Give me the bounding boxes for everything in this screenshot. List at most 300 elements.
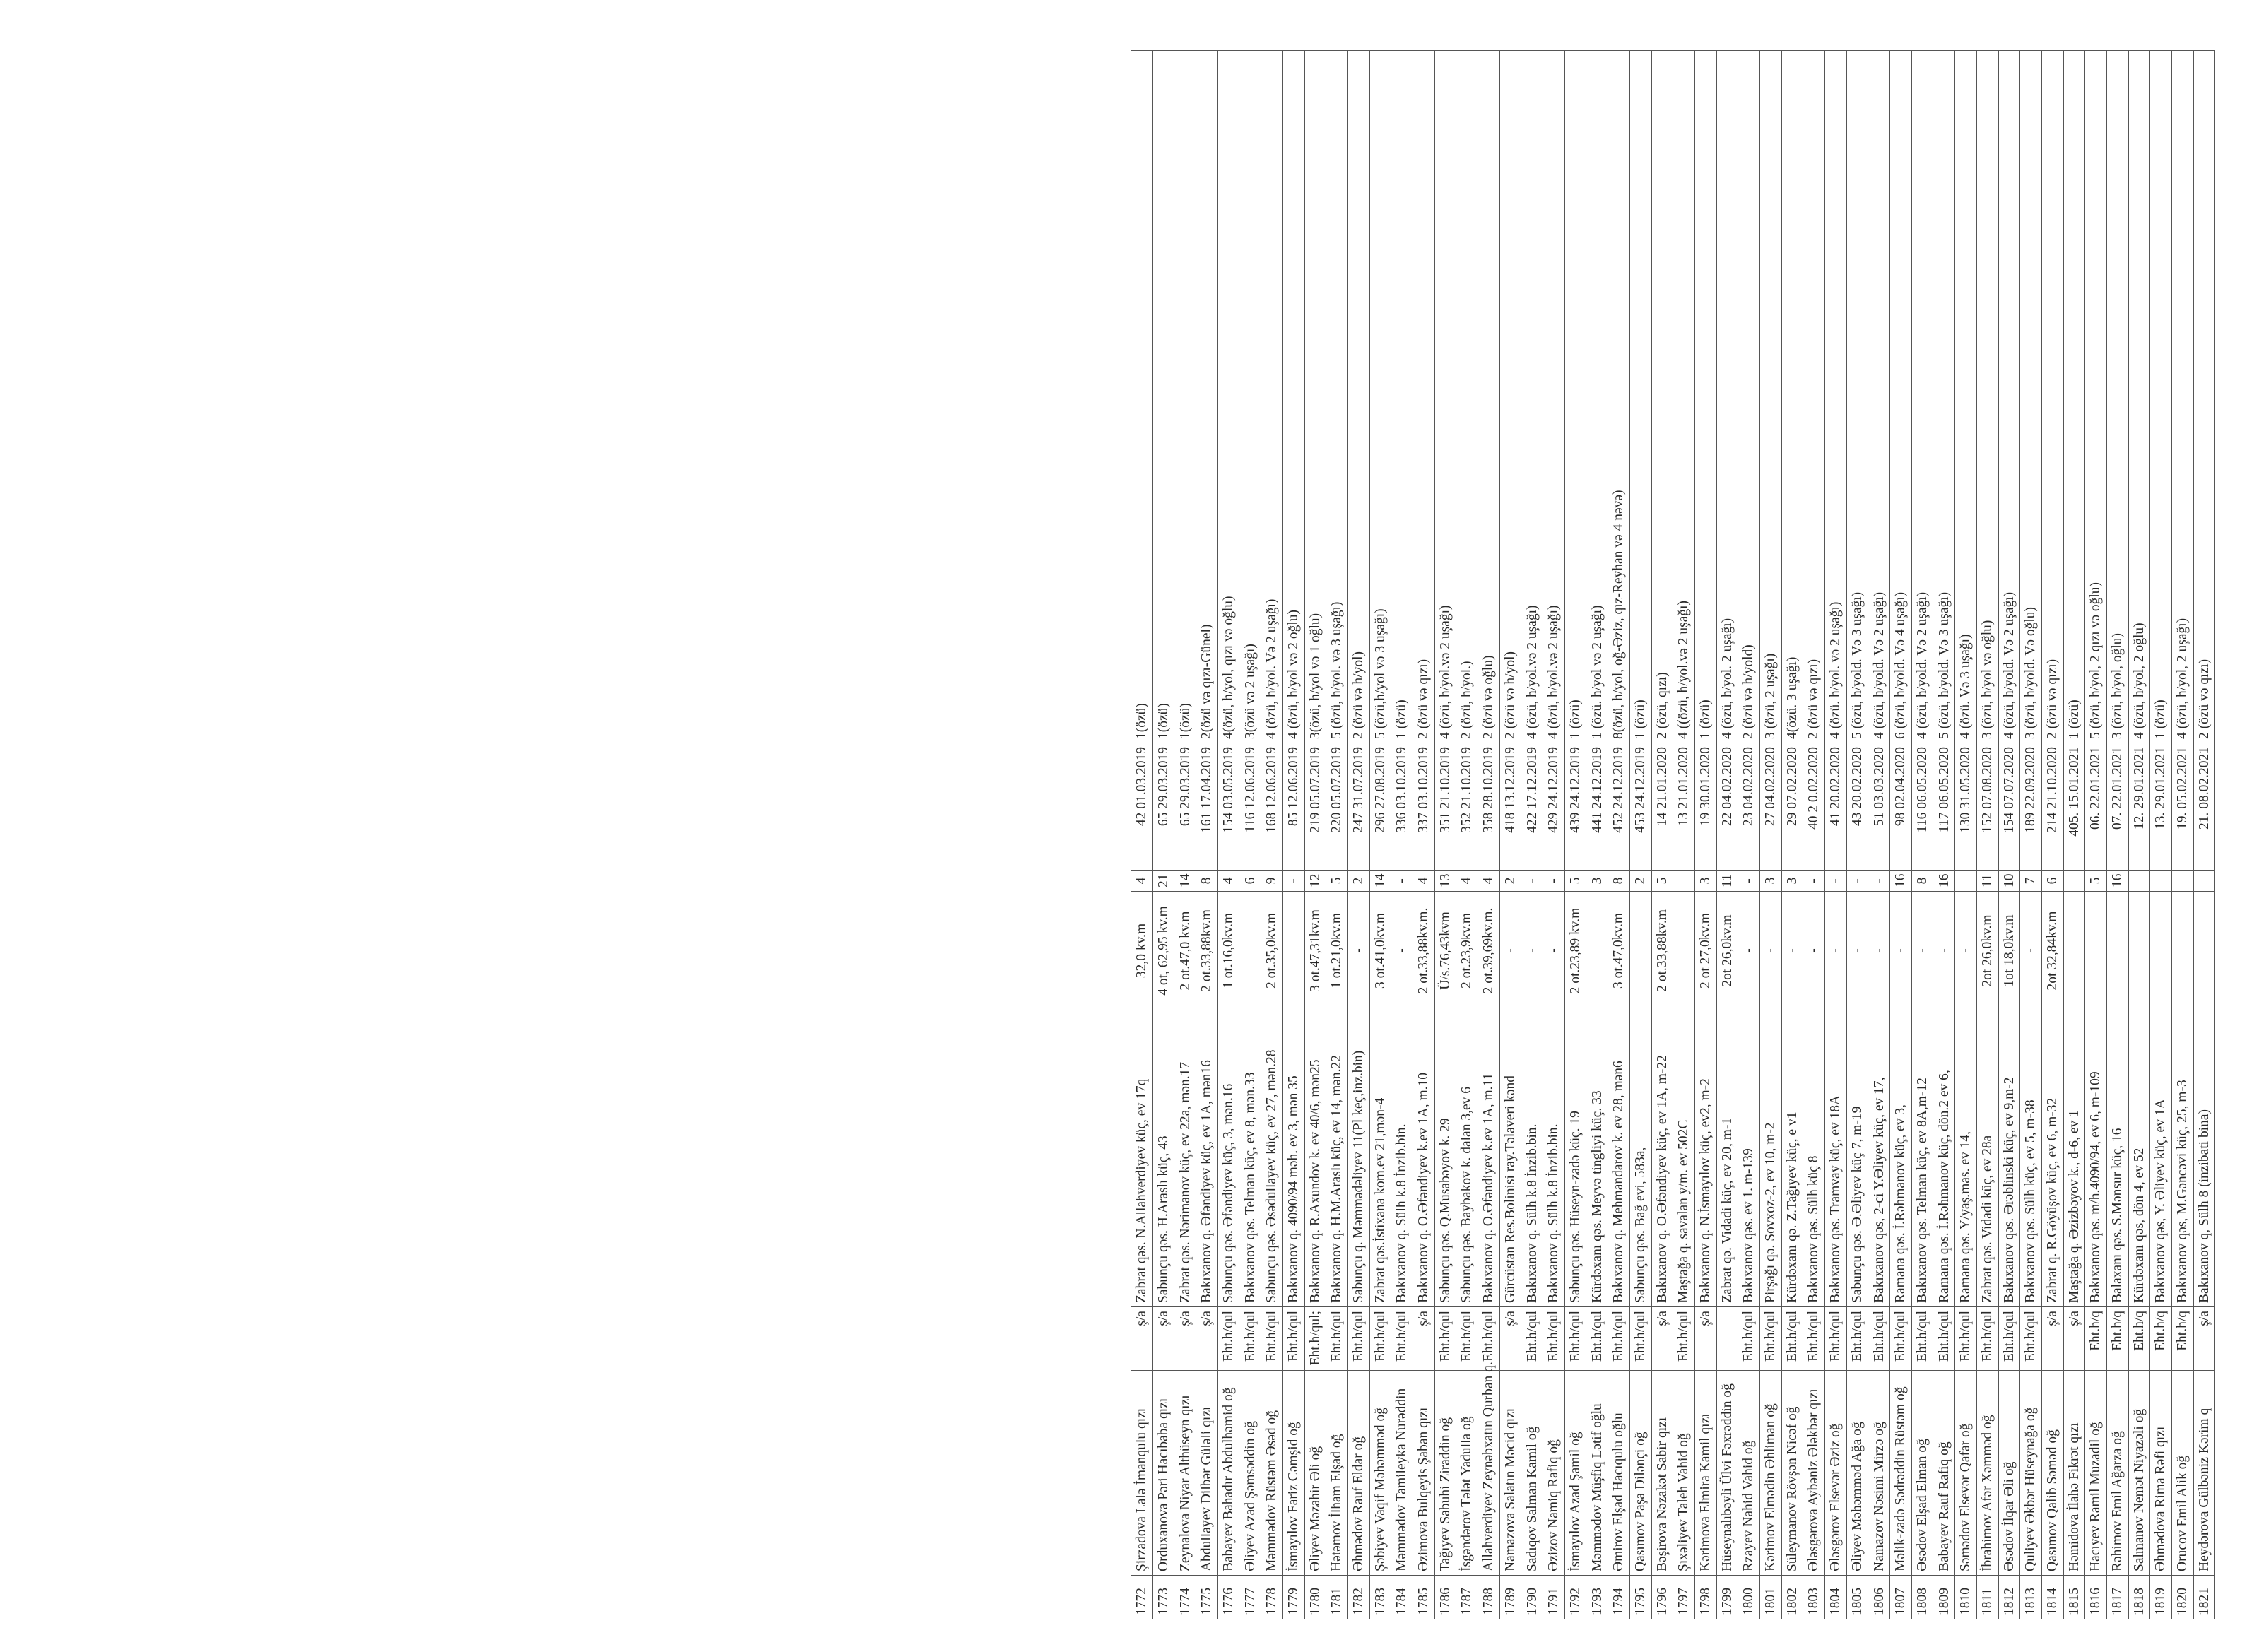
address-cell: Bakıxanov q. Mehmandarov k. ev 28, mən6 bbox=[1608, 1010, 1630, 1307]
table-row bbox=[1694, 51, 1716, 1619]
family-count-cell: - bbox=[1391, 871, 1413, 892]
family-count-cell bbox=[2193, 871, 2215, 892]
decision-number-date-cell: 22 04.02.2020 bbox=[1716, 743, 1738, 871]
address-cell: Ramana qəs. İ.Rəhmanov küç, ev 3, bbox=[1890, 1010, 1912, 1307]
address-cell: Sabunçu q. Məmmədəliyev 11(Pl keç,inz.bin) bbox=[1347, 1010, 1369, 1307]
living-area-cell: - bbox=[1803, 892, 1825, 1010]
family-members-cell: 2 (özü və oğlu) bbox=[1478, 51, 1500, 743]
family-members-cell: 4 (özü, h/yol. Və 2 uşağı) bbox=[1261, 51, 1283, 743]
category-cell: ş/a bbox=[1131, 1307, 1153, 1371]
decision-number-date-cell: 85 12.06.2019 bbox=[1282, 743, 1304, 871]
living-area-cell: - bbox=[1347, 892, 1369, 1010]
table-row bbox=[1478, 51, 1500, 1619]
family-count-cell: 8 bbox=[1196, 871, 1218, 892]
row-number-cell: 1779 bbox=[1282, 1576, 1304, 1619]
person-name-cell: Orduxanova Pəri Hacıbaba qızı bbox=[1152, 1371, 1174, 1576]
table-row bbox=[1131, 51, 1153, 1619]
person-name-cell: Əliyev Məzahir Əli oğ bbox=[1304, 1371, 1326, 1576]
family-members-cell: 5 (özü,h/yol və 3 uşağı) bbox=[1369, 51, 1391, 743]
family-count-cell: 4 bbox=[1131, 871, 1153, 892]
living-area-cell bbox=[2106, 892, 2128, 1010]
decision-number-date-cell: 220 05.07.2019 bbox=[1326, 743, 1348, 871]
family-count-cell bbox=[1673, 871, 1695, 892]
decision-number-date-cell: 352 21.10.2019 bbox=[1456, 743, 1478, 871]
category-cell: Eht.h/qul bbox=[2020, 1307, 2042, 1371]
living-area-cell: Ü/s.76,43kvm bbox=[1434, 892, 1456, 1010]
decision-number-date-cell: 336 03.10.2019 bbox=[1391, 743, 1413, 871]
row-number-cell: 1807 bbox=[1890, 1576, 1912, 1619]
family-count-cell: 8 bbox=[1608, 871, 1630, 892]
row-number-cell: 1815 bbox=[2063, 1576, 2085, 1619]
table-row bbox=[1282, 51, 1304, 1619]
family-count-cell: 16 bbox=[1933, 871, 1955, 892]
person-name-cell: Babayev Rauf Rafiq oğ bbox=[1933, 1371, 1955, 1576]
row-number-cell: 1793 bbox=[1586, 1576, 1608, 1619]
person-name-cell: İsmayılov Fariz Cəmşid oğ bbox=[1282, 1371, 1304, 1576]
decision-number-date-cell: 43 20.02.2020 bbox=[1846, 743, 1868, 871]
address-cell: Sabunçu qəs. Hüseyn-zadə küç. 19 bbox=[1564, 1010, 1586, 1307]
living-area-cell: 2 ot.23,89 kv.m bbox=[1564, 892, 1586, 1010]
address-cell: Zabrat qəs. Nərimanov küç, ev 22a, mən.17 bbox=[1174, 1010, 1196, 1307]
family-members-cell: 3(özü və 2 uşağı) bbox=[1239, 51, 1261, 743]
living-area-cell: 2ot 32,84kv.m bbox=[2041, 892, 2063, 1010]
family-members-cell: 3 (özü, h/yol, oğlu) bbox=[2106, 51, 2128, 743]
decision-number-date-cell: 41 20.02.2020 bbox=[1825, 743, 1847, 871]
family-members-cell: 1 (özü) bbox=[2150, 51, 2172, 743]
row-number-cell: 1819 bbox=[2150, 1576, 2172, 1619]
decision-number-date-cell: 13. 29.01.2021 bbox=[2150, 743, 2172, 871]
address-cell: Ramana qəs. İ.Rəhmanov küç, dön.2 ev 6, bbox=[1933, 1010, 1955, 1307]
family-members-cell: 4 (özü, h/yold. Və 2 uşağı) bbox=[1998, 51, 2020, 743]
decision-number-date-cell: 152 07.08.2020 bbox=[1976, 743, 1998, 871]
family-count-cell bbox=[1955, 871, 1977, 892]
address-cell: Bakıxanov qəs, M.Gəncəvi küç, 25, m-3 bbox=[2172, 1010, 2194, 1307]
address-cell: Bakıxanov qəs. Telman küç, ev 8, mən.33 bbox=[1239, 1010, 1261, 1307]
family-count-cell: 10 bbox=[1998, 871, 2020, 892]
category-cell: ş/a bbox=[1196, 1307, 1218, 1371]
row-number-cell: 1796 bbox=[1651, 1576, 1673, 1619]
category-cell: Eht.h/qul bbox=[1738, 1307, 1760, 1371]
table-row bbox=[1521, 51, 1543, 1619]
row-number-cell: 1776 bbox=[1217, 1576, 1239, 1619]
address-cell: Bakıxanov q. Sülh k.8 İnzib.bin. bbox=[1521, 1010, 1543, 1307]
decision-number-date-cell: 12. 29.01.2021 bbox=[2128, 743, 2150, 871]
living-area-cell: 2 ot.23,9kv.m bbox=[1456, 892, 1478, 1010]
address-cell: Kürdəxanı qə. Z.Tağıyev küç, e v1 bbox=[1781, 1010, 1803, 1307]
living-area-cell: - bbox=[1521, 892, 1543, 1010]
family-members-cell: 1 (özü) bbox=[2063, 51, 2085, 743]
family-members-cell: 4(özü. 3 uşağı) bbox=[1781, 51, 1803, 743]
decision-number-date-cell: 358 28.10.2019 bbox=[1478, 743, 1500, 871]
decision-number-date-cell: 296 27.08.2019 bbox=[1369, 743, 1391, 871]
family-count-cell: 7 bbox=[2020, 871, 2042, 892]
family-count-cell: - bbox=[1543, 871, 1565, 892]
family-count-cell: 6 bbox=[1239, 871, 1261, 892]
family-members-cell: 4 (özü, h/yol, 2 uşağı) bbox=[2172, 51, 2194, 743]
address-cell: Zabrat qəs. N.Allahverdiyev küç, ev 17q bbox=[1131, 1010, 1153, 1307]
table-row bbox=[1781, 51, 1803, 1619]
living-area-cell: 2ot 26,0kv.m bbox=[1716, 892, 1738, 1010]
family-count-cell bbox=[2063, 871, 2085, 892]
living-area-cell: 32,0 kv.m bbox=[1131, 892, 1153, 1010]
living-area-cell: 4 ot, 62,95 kv.m bbox=[1152, 892, 1174, 1010]
person-name-cell: Süleymanov Rövşən Nicəf oğ bbox=[1781, 1371, 1803, 1576]
category-cell: Eht.h/qul bbox=[1955, 1307, 1977, 1371]
living-area-cell bbox=[1629, 892, 1651, 1010]
decision-number-date-cell: 351 21.10.2019 bbox=[1434, 743, 1456, 871]
person-name-cell: İsmayılov Azad Şamil oğ bbox=[1564, 1371, 1586, 1576]
living-area-cell: 2 ot.33,88kv.m bbox=[1651, 892, 1673, 1010]
living-area-cell: - bbox=[1738, 892, 1760, 1010]
row-number-cell: 1801 bbox=[1759, 1576, 1781, 1619]
living-area-cell: - bbox=[1933, 892, 1955, 1010]
rotated-table-container bbox=[1131, 51, 2247, 1619]
table-row bbox=[1716, 51, 1738, 1619]
address-cell: Bakıxanov qəs, 2-ci Y.Əliyev küç, ev 17, bbox=[1868, 1010, 1890, 1307]
family-count-cell: 2 bbox=[1499, 871, 1521, 892]
person-name-cell: Babayev Bahadır Abdulhəmid oğ bbox=[1217, 1371, 1239, 1576]
row-number-cell: 1803 bbox=[1803, 1576, 1825, 1619]
row-number-cell: 1812 bbox=[1998, 1576, 2020, 1619]
family-count-cell: 16 bbox=[1890, 871, 1912, 892]
category-cell: ş/a bbox=[1174, 1307, 1196, 1371]
family-members-cell: 3(özü, h/yol və 1 oğlu) bbox=[1304, 51, 1326, 743]
table-row bbox=[1911, 51, 1933, 1619]
decision-number-date-cell: 247 31.07.2019 bbox=[1347, 743, 1369, 871]
category-cell: Eht.h/qul bbox=[1586, 1307, 1608, 1371]
address-cell: Bakıxanov q. Sülh k.8 İnzib.bin. bbox=[1543, 1010, 1565, 1307]
decision-number-date-cell: 429 24.12.2019 bbox=[1543, 743, 1565, 871]
person-name-cell: Səmədov Elsevər Qafar oğ bbox=[1955, 1371, 1977, 1576]
row-number-cell: 1794 bbox=[1608, 1576, 1630, 1619]
address-cell: Sabunçu qəs. Baybakov k. dalan 3,ev 6 bbox=[1456, 1010, 1478, 1307]
person-name-cell: Quliyev Əkbər Hüseynağa oğ bbox=[2020, 1371, 2042, 1576]
table-row bbox=[1304, 51, 1326, 1619]
living-area-cell bbox=[1586, 892, 1608, 1010]
table-row bbox=[1629, 51, 1651, 1619]
category-cell: Eht.h/qul bbox=[1434, 1307, 1456, 1371]
row-number-cell: 1809 bbox=[1933, 1576, 1955, 1619]
address-cell: Sabunçu qəs. Əfəndiyev küç, 3, mən.16 bbox=[1217, 1010, 1239, 1307]
row-number-cell: 1787 bbox=[1456, 1576, 1478, 1619]
family-members-cell: 4 (özü. h/yol. və 2 uşağı) bbox=[1825, 51, 1847, 743]
table-row bbox=[1174, 51, 1196, 1619]
row-number-cell: 1783 bbox=[1369, 1576, 1391, 1619]
row-number-cell: 1810 bbox=[1955, 1576, 1977, 1619]
category-cell: Eht.h/qul bbox=[1217, 1307, 1239, 1371]
address-cell: Pirşağı qə. Sovxoz-2, ev 10, m-2 bbox=[1759, 1010, 1781, 1307]
decision-number-date-cell: 154 03.05.2019 bbox=[1217, 743, 1239, 871]
row-number-cell: 1775 bbox=[1196, 1576, 1218, 1619]
family-members-cell: 1(özü) bbox=[1131, 51, 1153, 743]
family-count-cell: - bbox=[1868, 871, 1890, 892]
family-members-cell: 4 (özü, h/yol.və 2 uşağı) bbox=[1521, 51, 1543, 743]
person-name-cell: Ələsgərov Elsevər Əziz oğ bbox=[1825, 1371, 1847, 1576]
row-number-cell: 1797 bbox=[1673, 1576, 1695, 1619]
living-area-cell: - bbox=[1890, 892, 1912, 1010]
category-cell: Eht.h/qul bbox=[1933, 1307, 1955, 1371]
person-name-cell: Əliyev Azad Şəmsəddin oğ bbox=[1239, 1371, 1261, 1576]
category-cell: Eht.h/qul bbox=[1347, 1307, 1369, 1371]
family-count-cell: 9 bbox=[1261, 871, 1283, 892]
family-members-cell: 2 (özü və h/yold) bbox=[1738, 51, 1760, 743]
address-cell: Balaxanı qəs. S.Mənsur küç, 16 bbox=[2106, 1010, 2128, 1307]
decision-number-date-cell: 65 29.03.2019 bbox=[1152, 743, 1174, 871]
address-cell: Maştağa q. Əzizbəyov k., d-6, ev 1 bbox=[2063, 1010, 2085, 1307]
person-name-cell: Əmirov Elşad Hacıqulu oğlu bbox=[1608, 1371, 1630, 1576]
person-name-cell: Əhmədova Rima Rəfi qızı bbox=[2150, 1371, 2172, 1576]
address-cell: Bakıxanov qəs. ev 1. m-139 bbox=[1738, 1010, 1760, 1307]
category-cell: ş/a bbox=[1694, 1307, 1716, 1371]
category-cell: Eht.h/q bbox=[2085, 1307, 2107, 1371]
table-row bbox=[1608, 51, 1630, 1619]
family-members-cell: 2 (özü və qızı) bbox=[2041, 51, 2063, 743]
person-name-cell: Əzimova Bulqeyis Şaban qızı bbox=[1413, 1371, 1434, 1576]
address-cell: Zabrat qəs.İstixana kom.ev 21,mən-4 bbox=[1369, 1010, 1391, 1307]
address-cell: Bakıxanov qəs. Telman küç, ev 8A,m-12 bbox=[1911, 1010, 1933, 1307]
person-name-cell: Namazova Salatın Məcid qızı bbox=[1499, 1371, 1521, 1576]
row-number-cell: 1784 bbox=[1391, 1576, 1413, 1619]
living-area-cell: 3 ot.41,0kv.m bbox=[1369, 892, 1391, 1010]
category-cell: ş/a bbox=[2063, 1307, 2085, 1371]
table-row bbox=[2063, 51, 2085, 1619]
person-name-cell: Məmmədov Tamileyka Nurəddin bbox=[1391, 1371, 1413, 1576]
decision-number-date-cell: 98 02.04.2020 bbox=[1890, 743, 1912, 871]
category-cell: Eht.h/qul; bbox=[1304, 1307, 1326, 1371]
person-name-cell: Kərimov Elmədin Əhliman oğ bbox=[1759, 1371, 1781, 1576]
family-members-cell: 4 (özü. Və 3 uşağı) bbox=[1955, 51, 1977, 743]
category-cell bbox=[1716, 1307, 1738, 1371]
living-area-cell: 2 ot.47,0 kv.m bbox=[1174, 892, 1196, 1010]
family-count-cell: 2 bbox=[1629, 871, 1651, 892]
row-number-cell: 1811 bbox=[1976, 1576, 1998, 1619]
person-name-cell: Namazov Nəsimi Mirzə oğ bbox=[1868, 1371, 1890, 1576]
family-members-cell: 5 (özü, h/yol. və 3 uşağı) bbox=[1326, 51, 1348, 743]
row-number-cell: 1799 bbox=[1716, 1576, 1738, 1619]
category-cell: Eht.h/qul bbox=[1759, 1307, 1781, 1371]
table-row bbox=[2193, 51, 2215, 1619]
family-members-cell: 2 (özü, qızı) bbox=[1651, 51, 1673, 743]
person-name-cell: Əzizov Namiq Rafiq oğ bbox=[1543, 1371, 1565, 1576]
family-count-cell: 21 bbox=[1152, 871, 1174, 892]
address-cell: Kürdəxanı qəs. Meyvə tingliyi küç. 33 bbox=[1586, 1010, 1608, 1307]
address-cell: Zabrat qə. Vidadi küç, ev 20, m-1 bbox=[1716, 1010, 1738, 1307]
address-cell: Sabunçu qəs. Q.Musabəyov k. 29 bbox=[1434, 1010, 1456, 1307]
row-number-cell: 1791 bbox=[1543, 1576, 1565, 1619]
living-area-cell: 1ot 18,0kv.m bbox=[1998, 892, 2020, 1010]
family-count-cell: 4 bbox=[1413, 871, 1434, 892]
table-row bbox=[1586, 51, 1608, 1619]
category-cell: Eht.h/qul bbox=[1825, 1307, 1847, 1371]
family-members-cell: 4 (özü, h/yol, 2 oğlu) bbox=[2128, 51, 2150, 743]
person-name-cell: Hüseynalıbəyli Ülvi Fəxrəddin oğ bbox=[1716, 1371, 1738, 1576]
family-count-cell: 11 bbox=[1716, 871, 1738, 892]
category-cell: Eht.h/qul bbox=[1976, 1307, 1998, 1371]
family-members-cell: 4 (özü, h/yol və 2 oğlu) bbox=[1282, 51, 1304, 743]
category-cell: Eht.h/qul bbox=[1456, 1307, 1478, 1371]
decision-number-date-cell: 06. 22.01.2021 bbox=[2085, 743, 2107, 871]
family-count-cell: 16 bbox=[2106, 871, 2128, 892]
category-cell: ş/a bbox=[1413, 1307, 1434, 1371]
family-members-cell: 4 (özü, h/yol. 2 uşağı) bbox=[1716, 51, 1738, 743]
living-area-cell: 3 ot.47,31kv.m bbox=[1304, 892, 1326, 1010]
address-cell: Bakıxanov qəs, Y. Əliyev küç, ev 1A bbox=[2150, 1010, 2172, 1307]
decision-number-date-cell: 42 01.03.2019 bbox=[1131, 743, 1153, 871]
decision-number-date-cell: 40 2 0.02.2020 bbox=[1803, 743, 1825, 871]
person-name-cell: Bəşirova Nəzakət Sabir qızı bbox=[1651, 1371, 1673, 1576]
person-name-cell: İsgəndərov Tələt Yadulla oğ bbox=[1456, 1371, 1478, 1576]
person-name-cell: Əsədov İlqar Əli oğ bbox=[1998, 1371, 2020, 1576]
category-cell: ş/a bbox=[2041, 1307, 2063, 1371]
table-row bbox=[1738, 51, 1760, 1619]
decision-number-date-cell: 27 04.02.2020 bbox=[1759, 743, 1781, 871]
family-count-cell: 13 bbox=[1434, 871, 1456, 892]
living-area-cell: 2 ot 27,0kv.m bbox=[1694, 892, 1716, 1010]
living-area-cell: - bbox=[1543, 892, 1565, 1010]
family-count-cell: 5 bbox=[1564, 871, 1586, 892]
row-number-cell: 1788 bbox=[1478, 1576, 1500, 1619]
row-number-cell: 1795 bbox=[1629, 1576, 1651, 1619]
category-cell: Eht.h/qul bbox=[1608, 1307, 1630, 1371]
table-row bbox=[1673, 51, 1695, 1619]
row-number-cell: 1774 bbox=[1174, 1576, 1196, 1619]
table-row bbox=[1391, 51, 1413, 1619]
decision-number-date-cell: 14 21.01.2020 bbox=[1651, 743, 1673, 871]
person-name-cell: Salmanov Nemət Niyazəli oğ bbox=[2128, 1371, 2150, 1576]
living-area-cell bbox=[1673, 892, 1695, 1010]
family-members-cell: 1 (özü. h/yol və 2 uşağı) bbox=[1586, 51, 1608, 743]
category-cell: Eht.h/q bbox=[2128, 1307, 2150, 1371]
family-members-cell: 1 (özü) bbox=[1629, 51, 1651, 743]
family-count-cell: 12 bbox=[1304, 871, 1326, 892]
address-cell: Bakıxanov q. Əfəndiyev küç, ev 1A, mən16 bbox=[1196, 1010, 1218, 1307]
family-count-cell: 3 bbox=[1759, 871, 1781, 892]
family-count-cell: 5 bbox=[2085, 871, 2107, 892]
category-cell: ş/a bbox=[1651, 1307, 1673, 1371]
category-cell: Eht.h/qul bbox=[1478, 1307, 1500, 1371]
living-area-cell bbox=[2150, 892, 2172, 1010]
decision-number-date-cell: 453 24.12.2019 bbox=[1629, 743, 1651, 871]
address-cell: Bakıxanov qəs. Tramvay küç, ev 18A bbox=[1825, 1010, 1847, 1307]
family-members-cell: 4 (özü, h/yold. Və 2 uşağı) bbox=[1911, 51, 1933, 743]
person-name-cell: Əhmədov Rauf Eldar oğ bbox=[1347, 1371, 1369, 1576]
address-cell: Maştağa q. savalan y/m. ev 502C bbox=[1673, 1010, 1695, 1307]
category-cell: Eht.h/qul bbox=[1564, 1307, 1586, 1371]
decision-number-date-cell: 219 05.07.2019 bbox=[1304, 743, 1326, 871]
table-row bbox=[2020, 51, 2042, 1619]
row-number-cell: 1785 bbox=[1413, 1576, 1434, 1619]
decision-number-date-cell: 441 24.12.2019 bbox=[1586, 743, 1608, 871]
category-cell: Eht.h/qul bbox=[1846, 1307, 1868, 1371]
family-members-cell: 4 (özü, h/yold. Və 2 uşağı) bbox=[1868, 51, 1890, 743]
family-count-cell: 6 bbox=[2041, 871, 2063, 892]
table-row bbox=[2172, 51, 2194, 1619]
address-cell: Bakıxanov qəs. m/h.4090/94, ev 6, m-109 bbox=[2085, 1010, 2107, 1307]
living-area-cell: - bbox=[2020, 892, 2042, 1010]
family-members-cell: 5 (özü, h/yold. Və 3 uşağı) bbox=[1846, 51, 1868, 743]
category-cell: Eht.h/q bbox=[2106, 1307, 2128, 1371]
living-area-cell: 3 ot.47,0kv.m bbox=[1608, 892, 1630, 1010]
address-cell: Ramana qəs. Y/yaş.mas. ev 14, bbox=[1955, 1010, 1977, 1307]
table-row bbox=[1152, 51, 1174, 1619]
decision-number-date-cell: 116 12.06.2019 bbox=[1239, 743, 1261, 871]
table-row bbox=[1369, 51, 1391, 1619]
row-number-cell: 1782 bbox=[1347, 1576, 1369, 1619]
address-cell: Gürcüstan Res.Bolinisi ray.Təlaveri kənd bbox=[1499, 1010, 1521, 1307]
table-row bbox=[1326, 51, 1348, 1619]
table-row bbox=[1261, 51, 1283, 1619]
living-area-cell bbox=[1239, 892, 1261, 1010]
address-cell: Sabunçu qəs. H.Araslı küç, 43 bbox=[1152, 1010, 1174, 1307]
family-members-cell: 2 (özü, h/yol.) bbox=[1456, 51, 1478, 743]
living-area-cell: 2ot 26,0kv.m bbox=[1976, 892, 1998, 1010]
person-name-cell: Məlik-zadə Sədrəddin Rüstəm oğ bbox=[1890, 1371, 1912, 1576]
family-members-cell: 4(özü, h/yol, qızı və oğlu) bbox=[1217, 51, 1239, 743]
category-cell: Eht.h/q bbox=[2150, 1307, 2172, 1371]
decision-number-date-cell: 29 07.02.2020 bbox=[1781, 743, 1803, 871]
address-cell: Bakıxanov qəs. Sülh küç 8 bbox=[1803, 1010, 1825, 1307]
family-count-cell bbox=[2172, 871, 2194, 892]
person-name-cell: Zeynalova Niyar Althüseyn qızı bbox=[1174, 1371, 1196, 1576]
family-members-cell: 3 (özü, h/yol və oğlu) bbox=[1976, 51, 1998, 743]
living-area-cell: - bbox=[1868, 892, 1890, 1010]
living-area-cell: 1 ot.21,0kv.m bbox=[1326, 892, 1348, 1010]
family-members-cell: 3 (özü, 2 uşağı) bbox=[1759, 51, 1781, 743]
category-cell: Eht.h/qul bbox=[1998, 1307, 2020, 1371]
table-row bbox=[1564, 51, 1586, 1619]
row-number-cell: 1792 bbox=[1564, 1576, 1586, 1619]
row-number-cell: 1813 bbox=[2020, 1576, 2042, 1619]
person-name-cell: Hətəmov İlham Elşad oğ bbox=[1326, 1371, 1348, 1576]
family-count-cell: - bbox=[1521, 871, 1543, 892]
category-cell: Eht.h/qul bbox=[1890, 1307, 1912, 1371]
decision-number-date-cell: 168 12.06.2019 bbox=[1261, 743, 1283, 871]
address-cell: Bakıxanov qəs. Ərəblinski küç, ev 9,m-2 bbox=[1998, 1010, 2020, 1307]
address-cell: Sabunçu qəs. Ə.Əliyev küç 7, m-19 bbox=[1846, 1010, 1868, 1307]
category-cell: Eht.h/qul bbox=[1391, 1307, 1413, 1371]
family-count-cell bbox=[2150, 871, 2172, 892]
category-cell: ş/a bbox=[2193, 1307, 2215, 1371]
row-number-cell: 1780 bbox=[1304, 1576, 1326, 1619]
decision-number-date-cell: 19. 05.02.2021 bbox=[2172, 743, 2194, 871]
family-members-cell: 4 (özü, h/yol.və 2 uşağı) bbox=[1543, 51, 1565, 743]
decision-number-date-cell: 07. 22.01.2021 bbox=[2106, 743, 2128, 871]
table-row bbox=[1543, 51, 1565, 1619]
living-area-cell bbox=[2085, 892, 2107, 1010]
living-area-cell bbox=[2193, 892, 2215, 1010]
category-cell: ş/a bbox=[1499, 1307, 1521, 1371]
family-members-cell: 1 (özü) bbox=[1564, 51, 1586, 743]
family-members-cell: 3 (özü, h/yold. Və oğlu) bbox=[2020, 51, 2042, 743]
person-name-cell: Sadıqov Salman Kamil oğ bbox=[1521, 1371, 1543, 1576]
table-row bbox=[1825, 51, 1847, 1619]
category-cell: Eht.h/qul bbox=[1282, 1307, 1304, 1371]
decision-number-date-cell: 130 31.05.2020 bbox=[1955, 743, 1977, 871]
address-cell: Zabrat q. R.Göyüşov küç, ev 6, m-32 bbox=[2041, 1010, 2063, 1307]
person-name-cell: Ələsgərova Aybəniz Ələkbər qızı bbox=[1803, 1371, 1825, 1576]
row-number-cell: 1821 bbox=[2193, 1576, 2215, 1619]
row-number-cell: 1772 bbox=[1131, 1576, 1153, 1619]
category-cell: Eht.h/qul bbox=[1521, 1307, 1543, 1371]
family-count-cell: 4 bbox=[1478, 871, 1500, 892]
table-row bbox=[1456, 51, 1478, 1619]
decision-number-date-cell: 65 29.03.2019 bbox=[1174, 743, 1196, 871]
living-area-cell: - bbox=[1759, 892, 1781, 1010]
decision-number-date-cell: 405. 15.01.2021 bbox=[2063, 743, 2085, 871]
table-row bbox=[1803, 51, 1825, 1619]
table-row bbox=[2106, 51, 2128, 1619]
table-row bbox=[2041, 51, 2063, 1619]
